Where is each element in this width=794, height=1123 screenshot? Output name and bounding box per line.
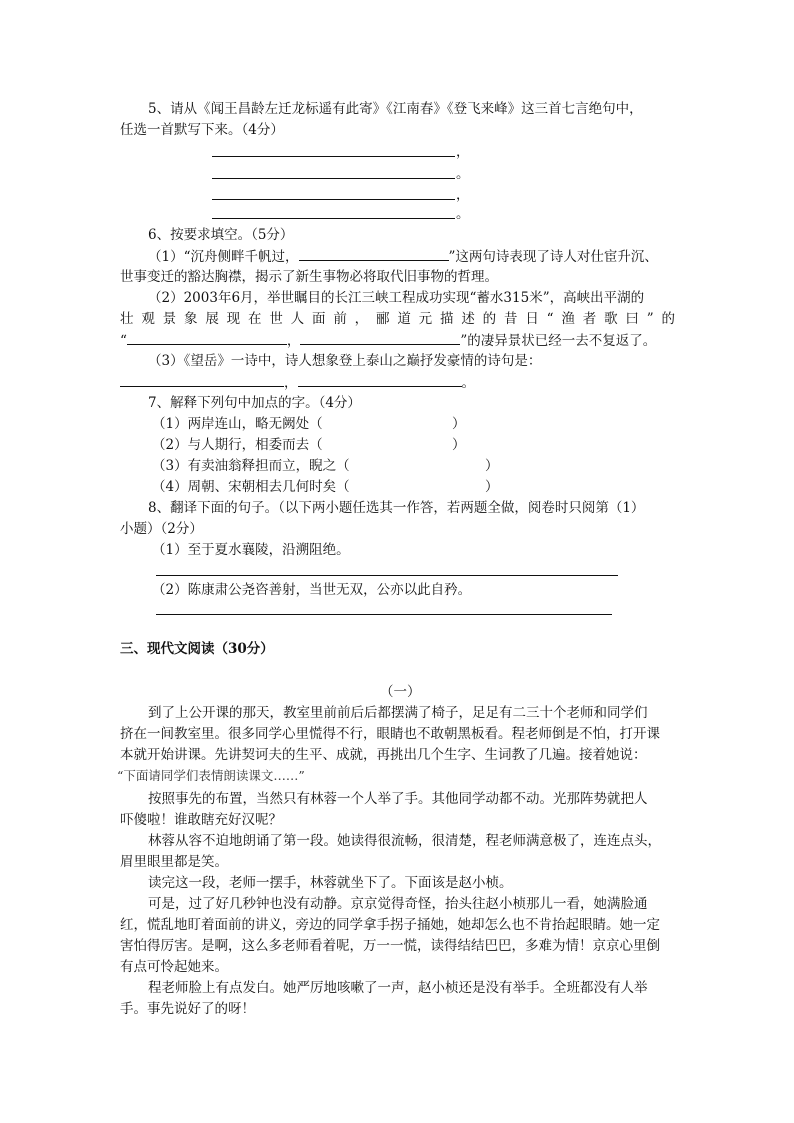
q7-title: 7、解释下列句中加点的字。（4分）	[148, 395, 361, 411]
q8-title-line1: 8、翻译下面的句子。（以下两小题任选其一作答，若两题全做，阅卷时只阅第（1）	[148, 500, 645, 516]
q6-part1-line1	[148, 247, 658, 266]
q6-part2-open-quote: “	[120, 333, 127, 349]
q6-part3-period: 。	[461, 375, 475, 391]
q7-item-3-close: ）	[485, 458, 499, 474]
q7-item-3: （3）有卖油翁释担而立，睨之（	[152, 458, 350, 474]
q6-part1-lead: （1）“沉舟侧畔千帆过，	[148, 249, 299, 265]
q6-part3-blank-1[interactable]	[120, 373, 284, 387]
q8-sentence-2: （2）陈康肃公尧咨善射，当世无双，公亦以此自矜。	[152, 582, 472, 598]
q6-part2-blank-2[interactable]	[300, 331, 460, 345]
passage-p3-line2: 眉里眼里都是笑。	[120, 854, 228, 870]
q8-title-line2: 小题）（2分）	[120, 521, 203, 537]
q6-part2-line2: 壮观景象展现在世人面前，郦道元描述的昔日“渔者歌曰”的	[120, 311, 675, 327]
q8-sentence-1: （1）至于夏水襄陵，沿溯阻绝。	[152, 542, 350, 558]
q6-part3-blank-2[interactable]	[298, 373, 462, 387]
q5-prompt-line2: 任选一首默写下来。（4分）	[120, 122, 284, 138]
q6-title: 6、按要求填空。（5分）	[148, 227, 294, 243]
section-3-heading: 三、现代文阅读（30分）	[120, 641, 274, 657]
passage-p5-line1: 可是，过了好几秒钟也没有动静。京京觉得奇怪，抬头往赵小桢那儿一看，她满脸通	[148, 896, 648, 912]
q6-part1-blank[interactable]	[299, 247, 449, 261]
passage-p1-line2: 挤在一间教室里。很多同学心里慌得不行，眼睛也不敢朝黑板看。程老师倒是不怕，打开课	[120, 726, 660, 742]
q6-part2-line1: （2）2003年6月，举世瞩目的长江三峡工程成功实现“蓄水315米”，高峡出平湖的	[148, 290, 645, 306]
q5-prompt-line1: 5、请从《闻王昌龄左迁龙标遥有此寄》《江南春》《登飞来峰》这三首七言绝句中，	[148, 101, 643, 117]
q7-item-4-close: ）	[485, 479, 499, 495]
q5-punct-2: 。	[456, 166, 470, 182]
q5-punct-4: 。	[456, 206, 470, 222]
passage-p5-line4: 有点可怜起她来。	[120, 959, 228, 975]
passage-p5-line3: 害怕得厉害。是啊，这么多老师看着呢，万一一慌，读得结结巴巴，多难为情！京京心里倒	[120, 938, 660, 954]
passage-p4-line1: 读完这一段，老师一摆手，林蓉就坐下了。下面该是赵小桢。	[148, 875, 513, 891]
passage-p2-line1: 按照事先的布置，当然只有林蓉一个人举了手。其他同学动都不动。光那阵势就把人	[148, 791, 648, 807]
q7-item-4: （4）周朝、宋朝相去几何时矣（	[152, 479, 350, 495]
passage-p5-line2: 红，慌乱地盯着面前的讲义，旁边的同学拿手拐子捅她，她却怎么也不肯抬起眼睛。她一定	[120, 917, 660, 933]
q5-answer-line-1[interactable]	[212, 156, 455, 157]
q6-part3-line2	[120, 373, 475, 392]
q6-part2-blank-1[interactable]	[127, 331, 287, 345]
q5-punct-1: ，	[456, 144, 470, 160]
q7-item-1-close: ）	[452, 416, 466, 432]
passage-p1-line4: “下面请同学们表情朗读课文……”	[117, 768, 305, 783]
passage-p6-line2: 手。事先说好了的呀！	[120, 1001, 255, 1017]
passage-p1-line3: 本就开始讲课。先讲契诃夫的生平、成就，再挑出几个生字、生词教了几遍。接着她说：	[120, 747, 647, 763]
q7-item-1: （1）两岸连山，略无阙处（	[152, 416, 323, 432]
q8-answer-line-2[interactable]	[156, 614, 612, 615]
passage-p2-line2: 吓傻啦！谁敢瞎充好汉呢？	[120, 812, 282, 828]
q6-part1-tail: ”这两句诗表现了诗人对仕宦升沉、	[448, 249, 658, 265]
q6-part2-tail: ”的凄异景状已经一去不复返了。	[460, 333, 657, 349]
q5-punct-3: ，	[456, 187, 470, 203]
q6-part3-line1: （3）《望岳》一诗中，诗人想象登上泰山之巅抒发豪情的诗句是：	[148, 353, 542, 369]
passage-p6-line1: 程老师脸上有点发白。她严厉地咳嗽了一声，赵小桢还是没有举手。全班都没有人举	[148, 980, 648, 996]
passage-part-number: （一）	[380, 684, 421, 700]
q7-item-2-close: ）	[452, 437, 466, 453]
q6-part3-comma: ，	[284, 375, 298, 391]
q6-part2-line3	[120, 331, 656, 350]
q6-part2-comma: ，	[286, 333, 301, 349]
q6-part1-line2: 世事变迁的豁达胸襟，揭示了新生事物必将取代旧事物的哲理。	[120, 269, 498, 285]
q5-answer-line-4[interactable]	[212, 218, 455, 219]
q5-answer-line-2[interactable]	[212, 178, 455, 179]
passage-p1-line1: 到了上公开课的那天，教室里前前后后都摆满了椅子，足足有二三十个老师和同学们	[148, 705, 648, 721]
passage-p3-line1: 林蓉从容不迫地朗诵了第一段。她读得很流畅，很清楚，程老师满意极了，连连点头，	[148, 833, 661, 849]
q8-answer-line-1[interactable]	[156, 575, 618, 576]
q5-answer-line-3[interactable]	[212, 199, 455, 200]
q7-item-2: （2）与人期行，相委而去（	[152, 437, 323, 453]
